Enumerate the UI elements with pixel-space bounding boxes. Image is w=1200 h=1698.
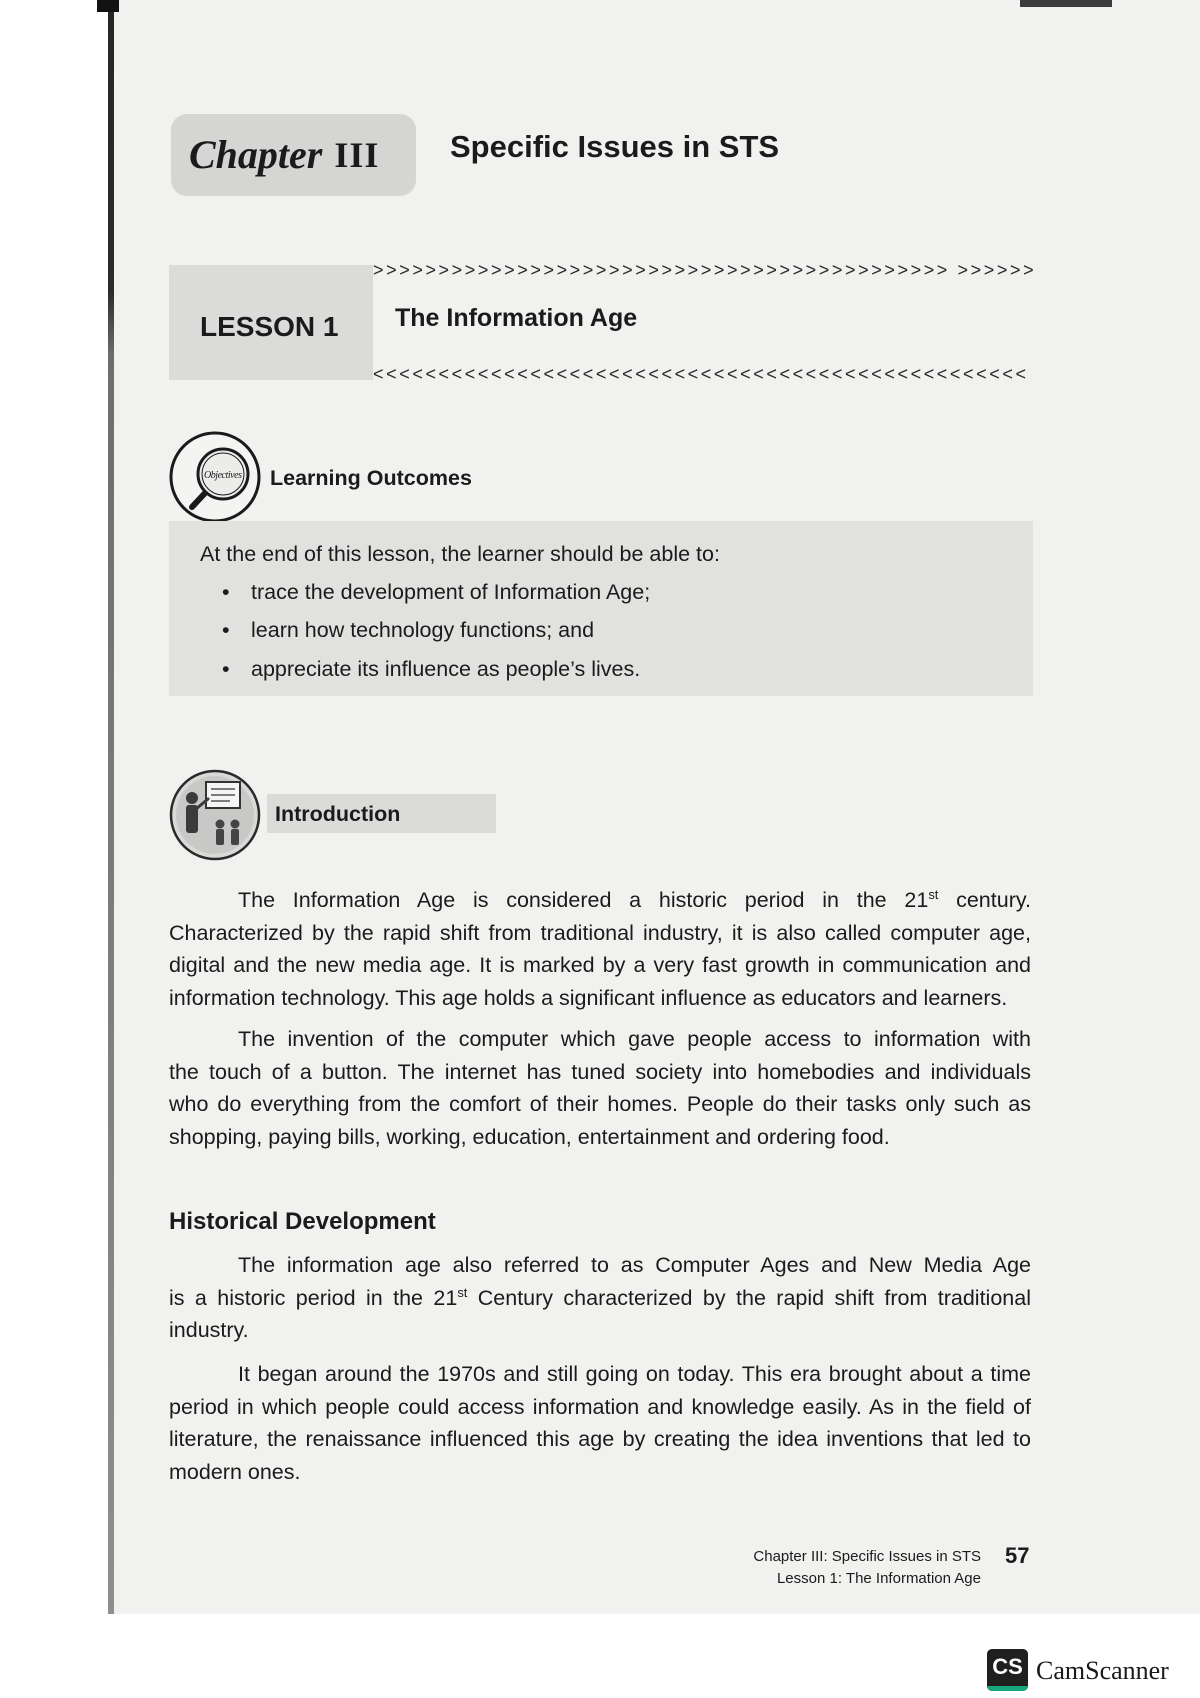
text-line: shopping, paying bills, working, education, entertainment and ordering food. [169,1125,890,1150]
historical-paragraph [169,1249,1031,1347]
text-line: Characterized by the rapid shift from traditional industry, it is also called computer age, [169,920,1031,945]
introduction-paragraph [169,1023,1031,1154]
chapter-number: III [334,135,380,175]
text-line: who do everything from the comfort of their homes. People do their tasks only such as [169,1092,1031,1117]
introduction-paragraph [169,884,1031,1015]
chapter-title: Specific Issues in STS [450,129,780,164]
arrow-divider-bottom: <<<<<<<<<<<<<<<<<<<<<<<<<<<<<<<<<<<<<<<<<<<<<<<<<< [373,364,1029,384]
objectives-magnifier-icon [168,430,262,524]
text-line: industry. [169,1318,249,1343]
text-line: period in which people could access information and knowledge easily. As in the field of [169,1394,1031,1419]
footer-lesson-line: Lesson 1: The Information Age [776,1570,981,1587]
footer-chapter-line: Chapter III: Specific Issues in STS [753,1548,981,1565]
objectives-icon-label: Objectives [204,470,242,481]
superscript: st [928,886,939,902]
line-text: Century characterized by the rapid shift from traditional [467,1285,1031,1310]
outcomes-intro: At the end of this lesson, the learner should be able to: [200,542,720,566]
chapter-badge [171,114,416,196]
text-line: It began around the 1970s and still going on today. This era brought about a time [238,1362,1031,1386]
arrow-divider-top: >>>>>>>>>>>>>>>>>>>>>>>>>>>>>>>>>>>>>>>>>>>> >>>>>> [373,260,1037,280]
text-line: literature, the renaissance influenced this age by creating the idea inventions that led to [169,1427,1031,1452]
text-line: The information age also referred to as Computer Ages and New Media Age [238,1253,1031,1277]
text-line: The invention of the computer which gave people access to information with [238,1027,1031,1051]
scan-edge-top-left [97,0,119,12]
line-text: The Information Age is considered a historic period in the 21 [238,888,929,912]
historical-paragraph [169,1358,1031,1489]
text-line [169,1282,1031,1315]
text-line: the touch of a button. The internet has tuned society into homebodies and individuals [169,1059,1031,1084]
line-text: century. [938,888,1031,912]
binding-shadow [108,0,114,1614]
text-line: digital and the new media age. It is marked by a very fast growth in communication and [169,953,1031,978]
scan-edge-top-right [1020,0,1112,7]
historical-development-heading: Historical Development [169,1208,436,1235]
list-item: • appreciate its influence as people’s lives. [200,650,650,688]
superscript: st [457,1284,468,1300]
camscanner-wordmark: CamScanner [1036,1656,1169,1685]
lesson-label: LESSON 1 [200,311,339,342]
lesson-title: The Information Age [395,304,638,332]
outcomes-list [200,573,650,688]
learning-outcomes-heading: Learning Outcomes [270,466,472,490]
list-item: • learn how technology functions; and [200,611,650,649]
list-item: • trace the development of Information Age; [200,573,650,611]
text-line: modern ones. [169,1460,301,1485]
line-text: is a historic period in the 21 [169,1285,458,1310]
presentation-icon [168,768,262,862]
introduction-heading: Introduction [275,802,401,826]
text-line [169,884,1031,917]
chapter-word: Chapter [189,132,323,177]
text-line: information technology. This age holds a significant influence as educators and learners. [169,986,1008,1011]
camscanner-logo-icon: CS [987,1649,1028,1691]
page-number: 57 [1005,1543,1030,1568]
